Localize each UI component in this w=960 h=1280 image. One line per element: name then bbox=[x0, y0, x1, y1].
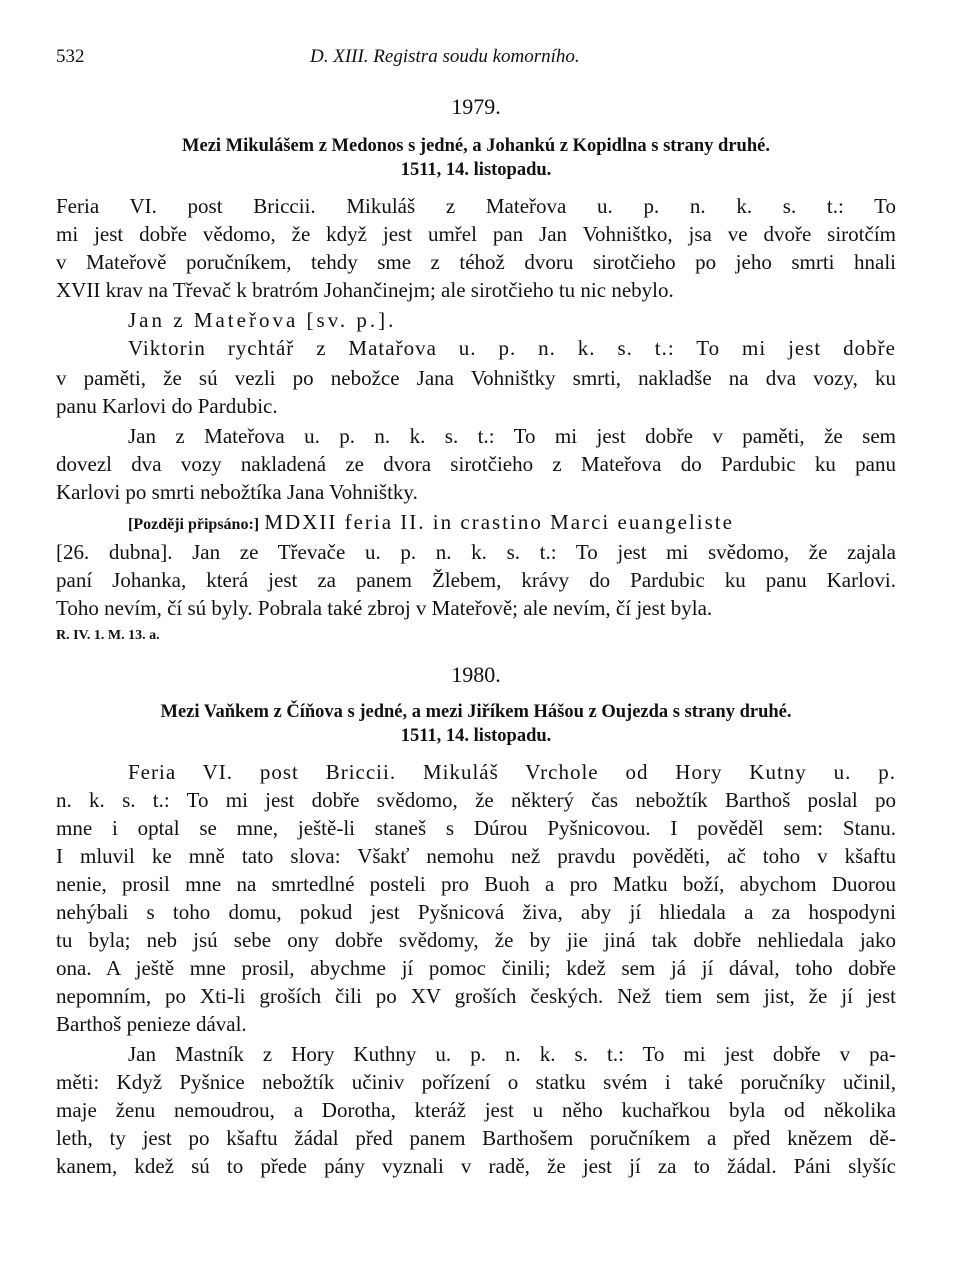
text-line: mi jest dobře vědomo, že když jest umřel pan Jan Vohništko, jsa ve dvoře sirotčím bbox=[56, 222, 896, 246]
text-line: Feria VI. post Briccii. Mikuláš Vrchole od Hory Kutny u. p. bbox=[128, 760, 896, 784]
entry-date: 1511, 14. listopadu. bbox=[400, 726, 552, 746]
entry-number: 1979. bbox=[451, 94, 501, 119]
text-line: kanem, kdež sú to přede pány vyznali v radě, že jest jí za to žádal. Páni slyšíc bbox=[56, 1154, 896, 1178]
running-title: D. XIII. Registra soudu komorního. bbox=[310, 46, 580, 67]
text-line: panu Karlovi do Pardubic. bbox=[56, 394, 278, 418]
entry-date: 1511, 14. listopadu. bbox=[400, 160, 552, 180]
text-line: XVII krav na Třevač k bratróm Johančinejm; ale sirotčieho tu nic nebylo. bbox=[56, 278, 674, 302]
text-line: Feria VI. post Briccii. Mikuláš z Mateřova u. p. n. k. s. t.: To bbox=[56, 194, 896, 218]
page-number: 532 bbox=[56, 46, 85, 67]
text-line: nepomním, po Xti-li groších čili po XV groších českých. Než tiem sem jist, že jí jest bbox=[56, 984, 896, 1008]
entry-title: Mezi Vaňkem z Číňova s jedné, a mezi Jiříkem Hášou z Oujezda s strany druhé. bbox=[160, 702, 792, 722]
text-line: maje ženu nemoudrou, a Dorotha, kteráž jest u něho kuchařkou byla od několika bbox=[56, 1098, 896, 1122]
text-line: Barthoš penieze dával. bbox=[56, 1012, 247, 1036]
text-line: n. k. s. t.: To mi jest dobře svědomo, že některý čas nebožtík Barthoš poslal po bbox=[56, 788, 896, 812]
later-note-line bbox=[128, 508, 896, 539]
text-line: nenie, prosil mne na smrtedlné posteli pro Buoh a pro Matku boží, abychom Duorou bbox=[56, 872, 896, 896]
text-line: dovezl dva vozy nakladená ze dvora sirotčieho z Mateřova do Pardubic ku panu bbox=[56, 452, 896, 476]
text-line: tu byla; neb jsú sebe ony dobře svědomy, že by jie jiná tak dobře nehliedala jako bbox=[56, 928, 896, 952]
text-line: Viktorin rychtář z Matařova u. p. n. k. s. t.: To mi jest dobře bbox=[128, 336, 896, 360]
text-line: v paměti, že sú vezli po nebožce Jana Vohništky smrti, nakladše na dva vozy, ku bbox=[56, 366, 896, 390]
text-line: ona. A ještě mne prosil, abychme jí pomoc činili; kdež sem já jí dával, toho dobře bbox=[56, 956, 896, 980]
text-line: mne i optal se mne, ještě-li staneš s Dúrou Pyšnicovou. I pověděl sem: Stanu. bbox=[56, 816, 896, 840]
running-header bbox=[56, 46, 896, 74]
later-note-text: MDXII feria II. in crastino Marci euangeliste bbox=[264, 510, 734, 534]
text-line: I mluvil ke mně tato slova: Všakť nemohu než pravdu pověděti, ač toho v kšaftu bbox=[56, 844, 896, 868]
text-line: Jan z Mateřova [sv. p.]. bbox=[128, 308, 397, 332]
text-line: Toho nevím, čí sú byly. Pobrala také zbroj v Mateřově; ale nevím, čí jest byla. bbox=[56, 596, 713, 620]
entry-title: Mezi Mikulášem z Medonos s jedné, a Johankú z Kopidlna s strany druhé. bbox=[182, 136, 770, 156]
text-line: Jan Mastník z Hory Kuthny u. p. n. k. s. t.: To mi jest dobře v pa- bbox=[128, 1042, 896, 1066]
text-line: paní Johanka, která jest za panem Žlebem, krávy do Pardubic ku panu Karlovi. bbox=[56, 568, 896, 592]
text-line: měti: Když Pyšnice nebožtík učiniv pořízení o statku svém i také poručníky učinil, bbox=[56, 1070, 896, 1094]
document-page bbox=[56, 0, 896, 1280]
text-line: Karlovi po smrti nebožtíka Jana Vohništky. bbox=[56, 480, 418, 504]
text-line: nehýbali s toho domu, pokud jest Pyšnicová živa, aby jí hliedala a za hospodyni bbox=[56, 900, 896, 924]
source-reference: R. IV. 1. M. 13. a. bbox=[56, 628, 160, 643]
text-line: [26. dubna]. Jan ze Třevače u. p. n. k. s. t.: To jest mi svědomo, že zajala bbox=[56, 540, 896, 564]
text-line: v Mateřově poručníkem, tehdy sme z téhož dvoru sirotčieho po jeho smrti hnali bbox=[56, 250, 896, 274]
text-line: leth, ty jest po kšaftu žádal před panem Barthošem poručníkem a před knězem dě- bbox=[56, 1126, 896, 1150]
later-note-label: [Později připsáno:] bbox=[128, 516, 260, 533]
entry-number: 1980. bbox=[451, 662, 501, 687]
text-line: Jan z Mateřova u. p. n. k. s. t.: To mi jest dobře v paměti, že sem bbox=[128, 424, 896, 448]
